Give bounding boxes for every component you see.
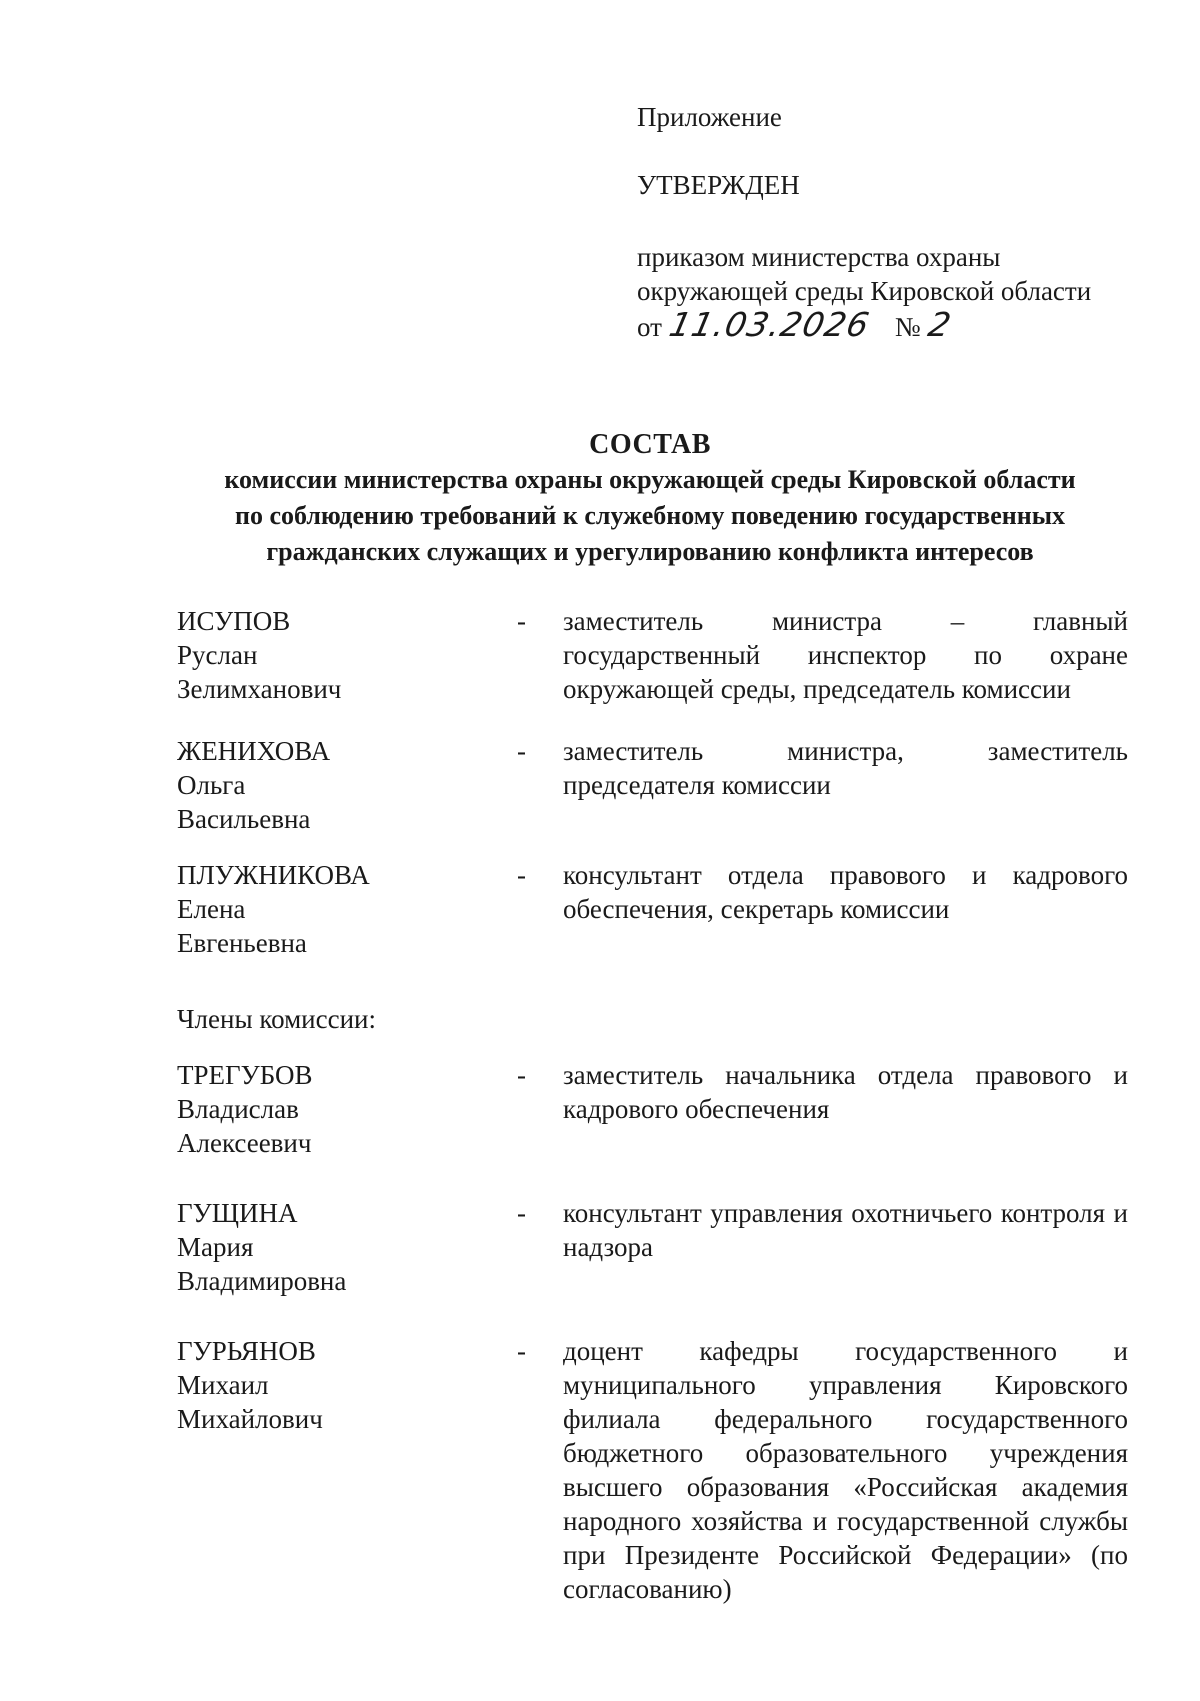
member-position: заместитель начальника отдела правового и кадрового обеспечения: [563, 1060, 1128, 1124]
member-name: [177, 734, 477, 836]
document-title: [120, 428, 1180, 570]
member-first-name: Мария: [177, 1232, 254, 1262]
title-line-3: гражданских служащих и урегулированию конфликта интересов: [266, 537, 1034, 566]
member-patronymic: Михайлович: [177, 1404, 323, 1434]
member-position: заместитель министра, заместитель председателя комиссии: [563, 736, 1128, 800]
member-patronymic: Васильевна: [177, 804, 311, 834]
member-first-name: Елена: [177, 894, 246, 924]
member-dash: -: [517, 1336, 526, 1366]
member-name: [177, 1334, 477, 1436]
order-line-1: приказом министерства охраны: [637, 242, 1001, 272]
order-reference: [637, 240, 1091, 308]
handwritten-number: 2: [924, 305, 955, 344]
member-surname: ИСУПОВ: [177, 606, 291, 636]
date-prefix: от: [637, 312, 662, 342]
member-patronymic: Алексеевич: [177, 1128, 312, 1158]
member-name: [177, 604, 477, 706]
order-date-line: [637, 305, 955, 348]
member-first-name: Ольга: [177, 770, 246, 800]
title-line-1: комиссии министерства охраны окружающей среды Кировской области: [224, 465, 1076, 494]
member-position: заместитель министра – главный государственный инспектор по охране окружающей среды, председатель комиссии: [563, 606, 1128, 704]
member-first-name: Владислав: [177, 1094, 299, 1124]
member-name: [177, 858, 477, 960]
member-first-name: Руслан: [177, 640, 258, 670]
member-surname: ГУЩИНА: [177, 1198, 298, 1228]
approved-label: УТВЕРЖДЕН: [637, 170, 800, 200]
member-surname: ЖЕНИХОВА: [177, 736, 331, 766]
member-surname: ПЛУЖНИКОВА: [177, 860, 370, 890]
member-patronymic: Владимировна: [177, 1266, 347, 1296]
member-patronymic: Евгеньевна: [177, 928, 307, 958]
order-line-2: окружающей среды Кировской области: [637, 276, 1092, 306]
members-heading: Члены комиссии:: [177, 1004, 376, 1034]
member-first-name: Михаил: [177, 1370, 269, 1400]
handwritten-date: 11.03.2026: [665, 305, 874, 344]
title-line-2: по соблюдению требований к служебному поведению государственных: [234, 501, 1066, 530]
member-patronymic: Зелимханович: [177, 674, 342, 704]
member-surname: ГУРЬЯНОВ: [177, 1336, 316, 1366]
member-position: доцент кафедры государственного и муниципального управления Кировского филиала федерального государственного бюджетного образовательного учреждения высшего образования «Российская академия народного хозяйства и государственной службы при Президенте Российской Федерации» (по согласованию): [563, 1336, 1128, 1604]
number-sign: №: [894, 312, 921, 342]
appendix-label: Приложение: [637, 102, 782, 132]
member-position: консультант отдела правового и кадрового обеспечения, секретарь комиссии: [563, 860, 1128, 924]
member-name: [177, 1196, 477, 1298]
member-dash: -: [517, 1060, 526, 1090]
member-dash: -: [517, 1198, 526, 1228]
title-main: СОСТАВ: [589, 429, 711, 460]
member-dash: -: [517, 736, 526, 766]
member-position: консультант управления охотничьего контроля и надзора: [563, 1198, 1128, 1262]
member-dash: -: [517, 860, 526, 890]
member-dash: -: [517, 606, 526, 636]
member-name: [177, 1058, 477, 1160]
member-surname: ТРЕГУБОВ: [177, 1060, 313, 1090]
